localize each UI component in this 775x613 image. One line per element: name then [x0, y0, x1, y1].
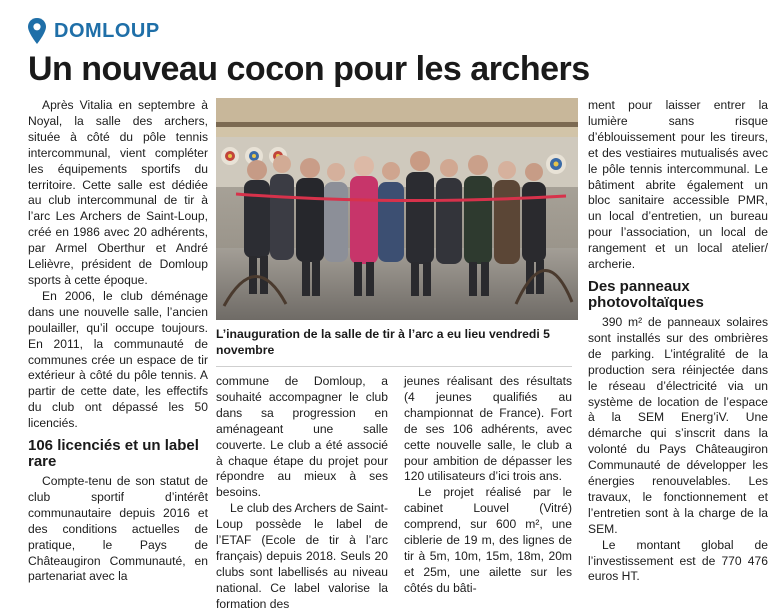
- caption-divider: [216, 366, 572, 367]
- paragraph: jeunes réalisant des résultats (4 jeunes qualifiés au championnat de France). Fort de ses 106 adhérents, avec cette nouvelle salle, le club a pour ambition de dépasser les 120 utilisateurs d’ici trois ans.: [404, 374, 572, 484]
- paragraph: Après Vitalia en septembre à Noyal, la salle des archers, située à côté du pôle tennis intercommunal, vient compléter les équipements sportifs du territoire. Cette salle est dédiée au club intercommunal de tir à l’arc Les Archers de Saint-Loup, créé en 1986 avec 20 adhérents, par Armel Oberthur et André Lelièvre, président de Domloup sports à cette époque.: [28, 98, 208, 287]
- paragraph: ment pour laisser entrer la lumière sans risque d’éblouissement pour les tireurs, et des vestiaires mutualisés avec le pôle tennis intercommunal. Le bâtiment abrite également un bloc sanitaire accessible PMR, un local d’entretien, un bureau pour l’association, un local de rangement et un local atelier/ archerie.: [588, 98, 768, 272]
- paragraph: Le projet réalisé par le cabinet Louvel (Vitré) comprend, sur 600 m², une ciblerie de 19 m, des lignes de tir à 5m, 10m, 15m, 18m, 20m et 25m, une ailette sur les côtés du bâti-: [404, 485, 572, 595]
- article-column-2: [216, 374, 388, 613]
- kicker-label: DOMLOUP: [54, 19, 160, 42]
- photo-illustration: [216, 98, 578, 320]
- paragraph: commune de Domloup, a souhaité accompagner le club dans sa progression en aménageant une salle couverte. Le club a été associé à chaque étape du projet pour répondre au mieux à ses besoins.: [216, 374, 388, 500]
- section-kicker: [28, 14, 160, 48]
- paragraph: En 2006, le club déménage dans une nouvelle salle, l’ancien poulailler, qu’il occupe toujours. En 2011, la communauté de communes crée un espace de tir extérieur à côté du pôle tennis. A partir de cette date, les effectifs du club ont dépassé les 50 licenciés.: [28, 288, 208, 431]
- paragraph: 390 m² de panneaux solaires sont installés sur des ombrières de parking. L’intégralité de la production sera réinjectée dans le réseau d’électricité via un système de location de l’espace à la SEM Energ’iV. Une démarche qui s’inscrit dans la volonté du Pays Châteaugiron Communauté de développer les énergies renouvelables. Les travaux, le fonctionnement et l’entretien sont à la charge de la SEM.: [588, 314, 768, 536]
- article-column-3: [404, 374, 572, 597]
- article-headline: Un nouveau cocon pour les archers: [28, 50, 590, 88]
- location-pin-icon: [28, 18, 46, 44]
- photo-caption: L’inauguration de la salle de tir à l’arc a eu lieu vendredi 5 novembre: [216, 327, 550, 357]
- inauguration-photo: [216, 98, 578, 320]
- paragraph: Le montant global de l’investissement est de 770 476 euros HT.: [588, 537, 768, 584]
- subheading: 106 licenciés et un label rare: [28, 437, 199, 471]
- paragraph: Le club des Archers de Saint-Loup possède le label de l’ETAF (Ecole de tir à l’arc français) depuis 2018. Seuls 20 clubs sont labellisés au niveau national. Ce label valorise la formation des: [216, 501, 388, 611]
- paragraph: Compte-tenu de son statut de club sportif d’intérêt communautaire depuis 2016 et des conditions actuelles de pratique, le Pays de Châteaugiron Communauté, en partenariat avec la: [28, 474, 208, 584]
- article-column-1: [28, 98, 208, 585]
- subheading: Des panneaux photovoltaïques: [588, 277, 704, 311]
- article-column-4: [588, 98, 768, 585]
